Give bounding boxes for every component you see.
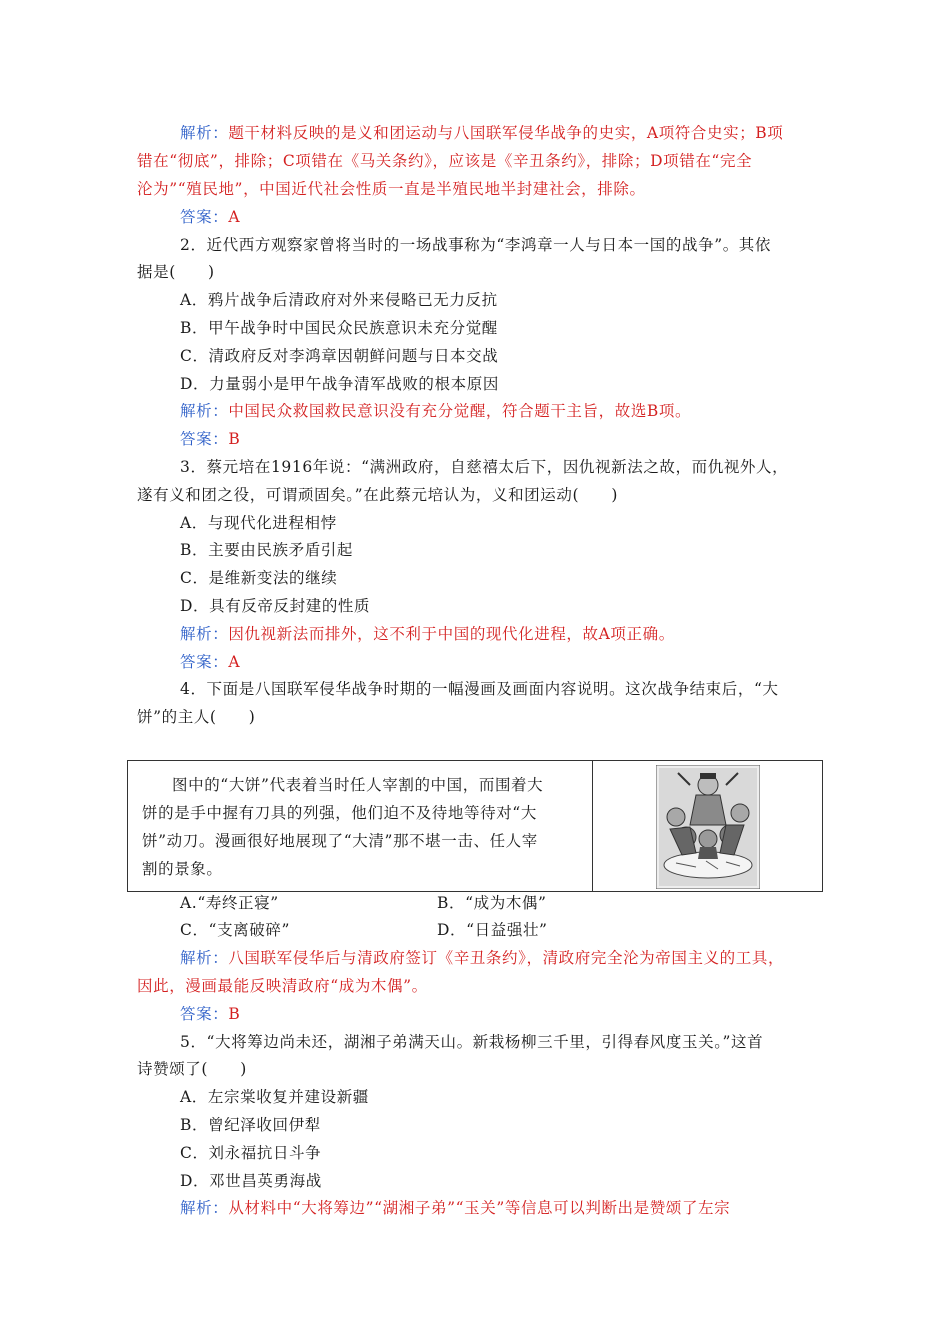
question-2-stem: 2．近代西方观察家曾将当时的一场战事称为“李鸿章一人与日本一国的战争”。其依	[180, 236, 772, 254]
analysis-line: 因此，漫画最能反映清政府“成为木偶”。	[137, 977, 428, 995]
analysis-label: 解析：	[180, 1199, 229, 1217]
question-3-stem: 遂有义和团之役，可谓顽固矣。”在此蔡元培认为，义和团运动( )	[137, 486, 618, 504]
answer-line	[180, 429, 240, 449]
option: C．刘永福抗日斗争	[180, 1144, 322, 1162]
option: D．具有反帝反封建的性质	[180, 597, 371, 615]
analysis-label: 解析：	[180, 124, 229, 142]
table-divider	[592, 761, 593, 891]
analysis-line: 解析：题干材料反映的是义和团运动与八国联军侵华战争的史实，A项符合史实；B项	[180, 124, 784, 142]
question-5-stem: 诗赞颂了( )	[137, 1060, 247, 1078]
analysis-label: 解析：	[180, 949, 229, 967]
option: B．主要由民族矛盾引起	[180, 541, 353, 559]
option: D．“日益强壮”	[437, 921, 548, 939]
analysis-line: 沦为”“殖民地”，中国近代社会性质一直是半殖民地半封建社会，排除。	[137, 180, 646, 198]
analysis-line: 解析：中国民众救国救民意识没有充分觉醒，符合题干主旨，故选B项。	[180, 402, 692, 420]
option: A．与现代化进程相悖	[180, 514, 337, 532]
answer-label: 答案：	[180, 430, 229, 448]
analysis-line: 解析：八国联军侵华后与清政府签订《辛丑条约》，清政府完全沦为帝国主义的工具，	[180, 949, 785, 967]
question-5-stem: 5．“大将筹边尚未还，湖湘子弟满天山。新栽杨柳三千里，引得春风度玉关。”这首	[180, 1033, 764, 1051]
analysis-label: 解析：	[180, 402, 229, 420]
option: C．是维新变法的继续	[180, 569, 338, 587]
answer-value: A	[228, 653, 241, 671]
answer-value: B	[228, 1005, 241, 1023]
answer-line	[180, 1004, 240, 1024]
option: B．甲午战争时中国民众民族意识未充分觉醒	[180, 319, 498, 337]
answer-value: B	[228, 430, 241, 448]
answer-label: 答案：	[180, 1005, 229, 1023]
option: A．左宗棠收复并建设新疆	[180, 1088, 369, 1106]
option: D．邓世昌英勇海战	[180, 1172, 322, 1190]
answer-line	[180, 652, 240, 672]
answer-line	[180, 207, 240, 227]
cartoon-description: 图中的“大饼”代表着当时任人宰割的中国，而围着大 饼的是手中握有刀具的列强，他们迫不及待地等待对“大 饼”动刀。漫画很好地展现了“大清”那不堪一击、任人宰 割的景象。	[142, 776, 544, 878]
question-4-stem: 4．下面是八国联军侵华战争时期的一幅漫画及画面内容说明。这次战争结束后，“大	[180, 680, 779, 698]
question-2-stem: 据是( )	[137, 263, 215, 281]
option: B．“成为木偶”	[437, 894, 547, 912]
option: A．鸦片战争后清政府对外来侵略已无力反抗	[180, 291, 498, 309]
option: C．“支离破碎”	[180, 921, 291, 939]
answer-value: A	[228, 208, 241, 226]
option: B．曾纪泽收回伊犁	[180, 1116, 321, 1134]
analysis-line: 错在“彻底”，排除；C项错在《马关条约》，应该是《辛丑条约》，排除；D项错在“完全	[137, 152, 753, 170]
answer-label: 答案：	[180, 653, 229, 671]
analysis-line: 解析：从材料中“大将筹边”“湖湘子弟”“玉关”等信息可以判断出是赞颂了左宗	[180, 1199, 731, 1217]
option: D．力量弱小是甲午战争清军战败的根本原因	[180, 375, 499, 393]
option: C．清政府反对李鸿章因朝鲜问题与日本交战	[180, 347, 499, 365]
cartoon-image	[656, 765, 760, 889]
option: A.“寿终正寝”	[180, 894, 279, 912]
question-4-stem: 饼”的主人( )	[137, 708, 256, 726]
question-3-stem: 3．蔡元培在1916年说：“满洲政府，自慈禧太后下，因仇视新法之故，而仇视外人，	[180, 458, 789, 476]
analysis-label: 解析：	[180, 625, 229, 643]
analysis-line: 解析：因仇视新法而排外，这不利于中国的现代化进程，故A项正确。	[180, 625, 675, 643]
answer-label: 答案：	[180, 208, 229, 226]
cartoon-table	[127, 760, 823, 892]
